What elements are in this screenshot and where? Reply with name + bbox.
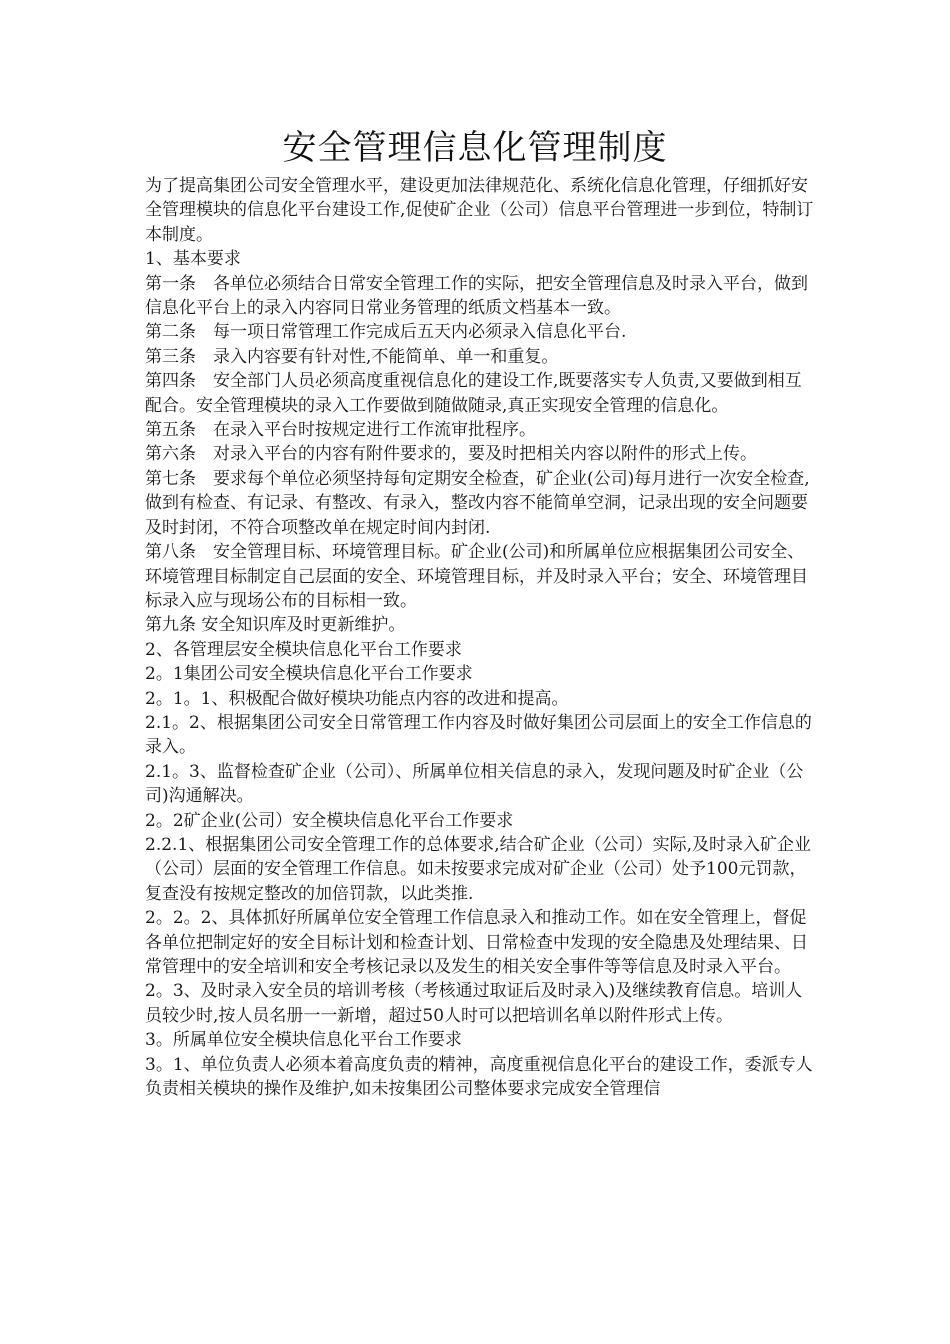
subsection-heading-2-1: 2。1集团公司安全模块信息化平台工作要求 <box>145 664 473 685</box>
article-4: 第四条 安全部门人员必须高度重视信息化的建设工作,既要落实专人负责,又要做到相互配合。安全管理模块的录入工作要做到随做随录,真正实现安全管理的信息化。 <box>145 371 802 416</box>
clause-2-2-2: 2。2。2、具体抓好所属单位安全管理工作信息录入和推动工作。如在安全管理上，督促各单位把制定好的安全目标计划和检查计划、日常检查中发现的安全隐患及处理结果、日常管理中的安全培训和安全考核记录以及发生的相关安全事件等等信息及时录入平台。 <box>145 908 808 977</box>
article-6: 第六条 对录入平台的内容有附件要求的，要及时把相关内容以附件的形式上传。 <box>145 444 757 465</box>
article-7: 第七条 要求每个单位必须坚持每旬定期安全检查，矿企业(公司)每月进行一次安全检查,做到有检查、有记录、有整改、有录入，整改内容不能简单空洞，记录出现的安全问题要及时封闭，不符合项整改单在规定时间内封闭. <box>145 468 810 538</box>
section-heading-3: 3。所属单位安全模块信息化平台工作要求 <box>145 1030 462 1051</box>
clause-2-3: 2。3、及时录入安全员的培训考核（考核通过取证后及时录入)及继续教育信息。培训人员较少时,按人员名册一一新增，超过50人时可以把培训名单以附件形式上传。 <box>145 981 803 1026</box>
section-heading-2: 2、各管理层安全模块信息化平台工作要求 <box>145 639 462 660</box>
article-3: 第三条 录入内容要有针对性,不能简单、单一和重复。 <box>145 346 559 367</box>
clause-2-1-1: 2。1。1、积极配合做好模块功能点内容的改进和提高。 <box>145 688 569 709</box>
document-body <box>145 174 815 1101</box>
article-9: 第九条 安全知识库及时更新维护。 <box>145 615 406 636</box>
clause-2-1-2: 2.1。2、根据集团公司安全日常管理工作内容及时做好集团公司层面上的安全工作信息的录入。 <box>145 712 812 758</box>
clause-2-1-3: 2.1。3、监督检查矿企业（公司）、所属单位相关信息的录入，发现问题及时矿企业（公司)沟通解决。 <box>145 761 804 807</box>
section-heading-1: 1、基本要求 <box>145 249 241 270</box>
article-2: 第二条 每一项日常管理工作完成后五天内必须录入信息化平台. <box>145 322 627 343</box>
article-5: 第五条 在录入平台时按规定进行工作流审批程序。 <box>145 420 536 441</box>
article-8: 第八条 安全管理目标、环境管理目标。矿企业(公司)和所属单位应根据集团公司安全、环境管理目标制定自己层面的安全、环境管理目标，并及时录入平台；安全、环境管理目标录入应与现场公布的目标相一致。 <box>145 542 808 611</box>
clause-2-2-1: 2.2.1、根据集团公司安全管理工作的总体要求,结合矿企业（公司）实际,及时录入矿企业（公司）层面的安全管理工作信息。如未按要求完成对矿企业（公司）处予100元罚款，复查没有按规定整改的加倍罚款，以此类推. <box>145 834 812 904</box>
intro-paragraph: 为了提高集团公司安全管理水平，建设更加法律规范化、系统化信息化管理，仔细抓好安全管理模块的信息化平台建设工作,促使矿企业（公司）信息平台管理进一步到位，特制订本制度。 <box>145 176 814 245</box>
document-title: 安全管理信息化管理制度 <box>282 128 668 168</box>
subsection-heading-2-2: 2。2矿企业(公司）安全模块信息化平台工作要求 <box>145 810 514 831</box>
article-1: 第一条 各单位必须结合日常安全管理工作的实际，把安全管理信息及时录入平台，做到信息化平台上的录入内容同日常业务管理的纸质文档基本一致。 <box>145 273 808 319</box>
clause-3-1: 3。1、单位负责人必须本着高度负责的精神，高度重视信息化平台的建设工作，委派专人负责相关模块的操作及维护,如未按集团公司整体要求完成安全管理信 <box>145 1054 813 1100</box>
